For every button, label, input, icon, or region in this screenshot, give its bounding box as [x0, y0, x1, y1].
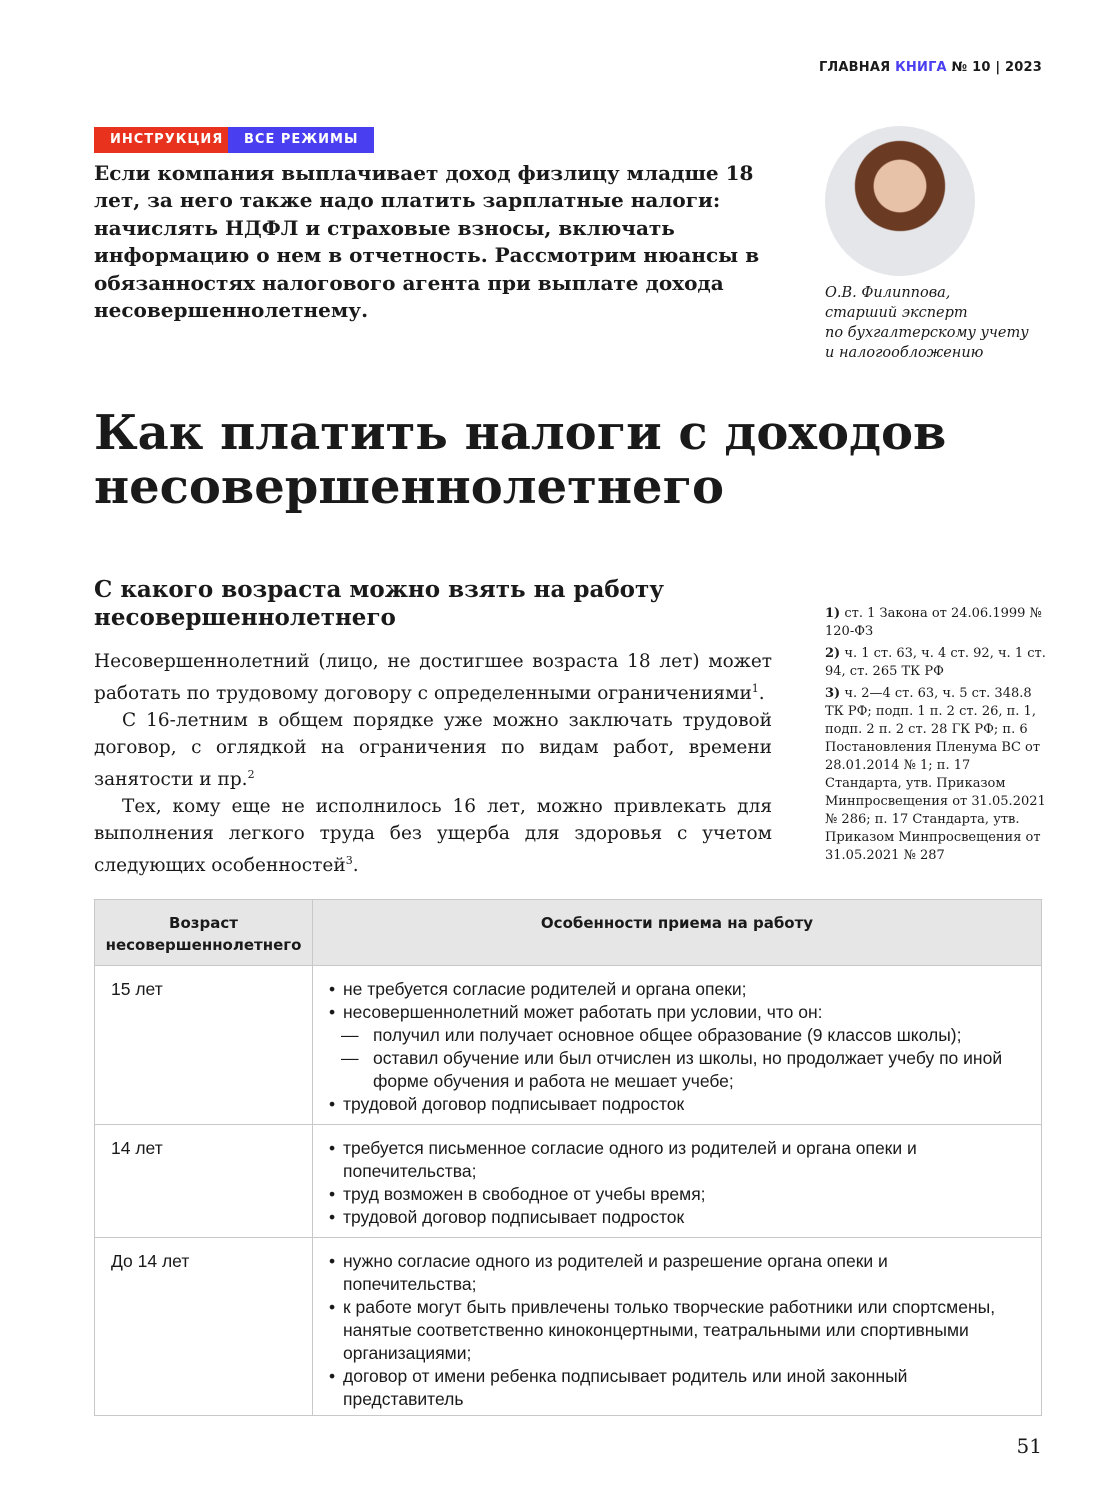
list-item: • не требуется согласие родителей и органа опеки;: [329, 978, 1025, 1001]
list-item: • договор от имени ребенка подписывает родитель или иной законный представитель: [329, 1365, 1025, 1411]
age-cell: До 14 лет: [95, 1238, 313, 1416]
column-header-age: Возраст несовершеннолетнего: [95, 900, 313, 966]
footnote-number: 2): [825, 646, 841, 661]
lead-paragraph: Если компания выплачивает доход физлицу младше 18 лет, за него также надо платить зарплатные налоги: начислять НДФЛ и страховые взносы, включать информацию о нем в отчетность. Рассмотрим нюансы в обязанностях налогового агента при выплате дохода несовершеннолетнему.: [94, 161, 760, 323]
sub-list-item: — оставил обучение или был отчислен из школы, но продолжает учебу по иной форме обучения и работа не мешает учебе;: [329, 1047, 1025, 1093]
article-body: [94, 648, 772, 879]
footnote-number: 3): [825, 686, 841, 701]
tag-instruction: ИНСТРУКЦИЯ: [94, 127, 239, 153]
paragraph-text: С 16-летним в общем порядке уже можно заключать трудовой договор, с оглядкой на ограничения по видам работ, времени занятости и пр.: [94, 710, 772, 791]
footnote: [825, 685, 1050, 865]
footnote-text: ч. 1 ст. 63, ч. 4 ст. 92, ч. 1 ст. 94, ст. 265 ТК РФ: [825, 646, 1046, 679]
age-cell: 15 лет: [95, 966, 313, 1125]
page-number: 51: [1016, 1434, 1042, 1458]
list-item: • труд возможен в свободное от учебы время;: [329, 1183, 1025, 1206]
age-requirements-table: [94, 899, 1042, 1416]
author-role: и налогообложению: [825, 345, 984, 361]
paragraph-text: Несовершеннолетний (лицо, не достигшее возраста 18 лет) может работать по трудовому договору с определенными ограничениями: [94, 651, 772, 705]
section-heading: С какого возраста можно взять на работу несовершеннолетнего: [94, 576, 665, 631]
footnote-number: 1): [825, 606, 841, 621]
table-row: [95, 1125, 1042, 1238]
footnote-ref: 1: [751, 682, 759, 695]
issue-number: № 10 | 2023: [951, 60, 1042, 75]
paragraph: Несовершеннолетний (лицо, не достигшее возраста 18 лет) может работать по трудовому договору с определенными ограничениями$^1$.: [94, 651, 772, 705]
magazine-name: ГЛАВНАЯ: [818, 60, 891, 75]
features-cell: [313, 1238, 1042, 1416]
footnote-ref: 3: [345, 854, 353, 868]
list-item: • нужно согласие одного из родителей и разрешение органа опеки и попечительства;: [329, 1250, 1025, 1296]
table-row: [95, 1238, 1042, 1416]
paragraph: Тех, кому еще не исполнилось 16 лет, можно привлекать для выполнения легкого труда без ущерба для здоровья с учетом следующих особенностей$^3$.: [94, 796, 772, 877]
magazine-name-accent: КНИГА: [895, 60, 947, 75]
footnote-text: ст. 1 Закона от 24.06.1999 № 120-ФЗ: [825, 606, 1042, 639]
author-caption: [825, 283, 1055, 363]
features-cell: [313, 1125, 1042, 1238]
features-cell: [313, 966, 1042, 1125]
footnote: [825, 645, 1050, 681]
table-row: [95, 966, 1042, 1125]
list-item: • требуется письменное согласие одного из родителей и органа опеки и попечительства;: [329, 1137, 1025, 1183]
list-item: • трудовой договор подписывает подросток: [329, 1093, 1025, 1116]
running-header: [819, 60, 1042, 75]
footnotes: [825, 605, 1050, 869]
list-item: • к работе могут быть привлечены только творческие работники или спортсмены, нанятые соответственно киноконцертными, театральными или спортивными организациями;: [329, 1296, 1025, 1365]
tag-all-regimes: ВСЕ РЕЖИМЫ: [228, 127, 374, 153]
list-item: • несовершеннолетний может работать при условии, что он:: [329, 1001, 1025, 1024]
footnote-ref: 2: [247, 768, 255, 782]
footnote-text: ч. 2—4 ст. 63, ч. 5 ст. 348.8 ТК РФ; подп. 1 п. 2 ст. 26, п. 1, подп. 2 п. 2 ст. 28 ГК РФ; п. 6 Постановления Пленума ВС от 28.01.2014 № 1; п. 17 Стандарта, утв. Приказом Минпросвещения от 31.05.2021 № 286; п. 17 Стандарта, утв. Приказом Минпросвещения от 31.05.2021 № 287: [825, 686, 1046, 863]
paragraph: [94, 707, 772, 793]
author-role: по бухгалтерскому учету: [825, 325, 1029, 341]
table-header-row: [95, 900, 1042, 966]
author-name: О.В. Филиппова,: [825, 285, 951, 301]
paragraph-text: Тех, кому еще не исполнилось 16 лет, можно привлекать для выполнения легкого труда без ущерба для здоровья с учетом следующих особенностей: [94, 796, 772, 877]
sub-list-item: — получил или получает основное общее образование (9 классов школы);: [329, 1024, 1025, 1047]
article-title: Как платить налоги с доходов несовершеннолетнего: [94, 405, 947, 515]
list-item: • трудовой договор подписывает подросток: [329, 1206, 1025, 1229]
column-header-features: Особенности приема на работу: [313, 900, 1042, 966]
footnote: [825, 605, 1050, 641]
author-role: старший эксперт: [825, 305, 968, 321]
age-cell: 14 лет: [95, 1125, 313, 1238]
author-photo: [825, 126, 975, 276]
